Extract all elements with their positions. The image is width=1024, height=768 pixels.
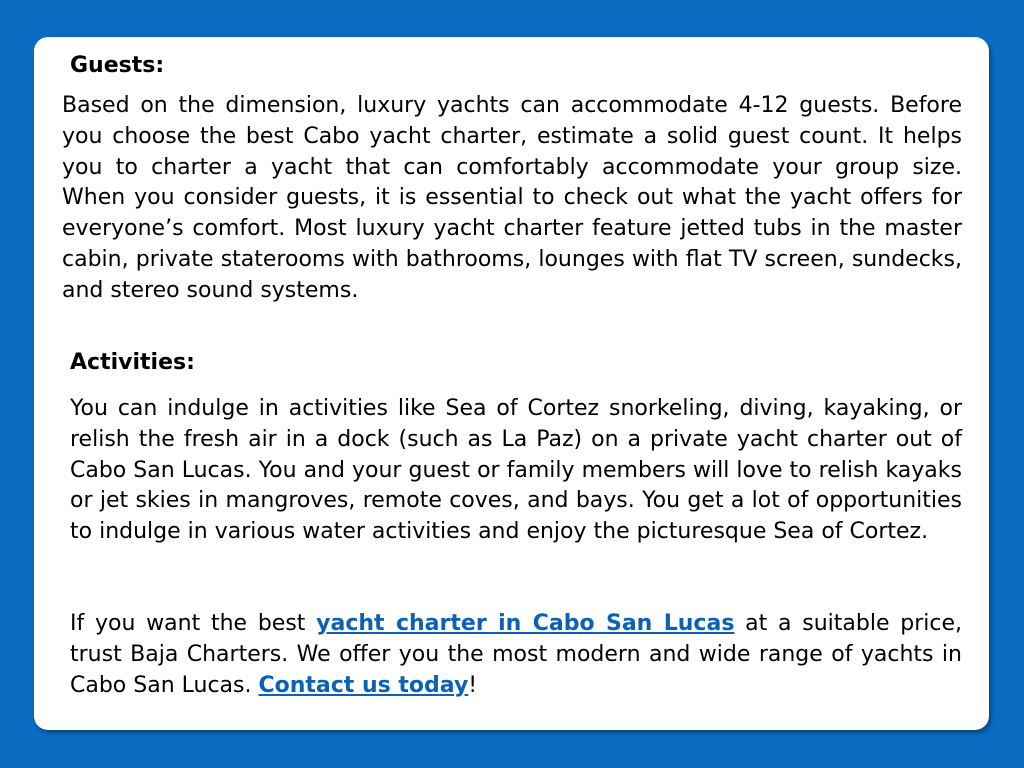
cta-text-before: If you want the best xyxy=(70,611,317,636)
cta-text-after: ! xyxy=(468,672,478,698)
guests-heading: Guests: xyxy=(70,53,165,78)
content-card xyxy=(34,37,989,730)
guests-paragraph: Based on the dimension, luxury yachts can accommodate 4-12 guests. Before you choose the best Cabo yacht charter, estimate a solid guest count. It helps you to charter a yacht that can comfortably accommodate your group size. When you consider guests, it is essential to check out what the yacht offers for everyone’s comfort. Most luxury yacht charter feature jetted tubs in the master cabin, private staterooms with bathrooms, lounges with flat TV screen, sundecks, and stereo sound systems. xyxy=(62,93,962,303)
cta-paragraph xyxy=(70,609,962,701)
activities-paragraph: You can indulge in activities like Sea of Cortez snorkeling, diving, kayaking, or relish the fresh air in a dock (such as La Paz) on a private yacht charter out of Cabo San Lucas. You and your guest or family members will love to relish kayaks or jet skies in mangroves, remote coves, and bays. You get a lot of opportunities to indulge in various water activities and enjoy the picturesque Sea of Cortez. xyxy=(70,396,962,545)
contact-us-link[interactable]: Contact us today xyxy=(258,672,469,698)
cta-text-middle: at a suitable price, trust Baja Charters. We offer you the most modern and wide range of yachts in Cabo San Lucas. xyxy=(70,611,963,698)
yacht-charter-link[interactable]: yacht charter in Cabo San Lucas xyxy=(316,611,735,636)
activities-heading: Activities: xyxy=(70,350,195,375)
